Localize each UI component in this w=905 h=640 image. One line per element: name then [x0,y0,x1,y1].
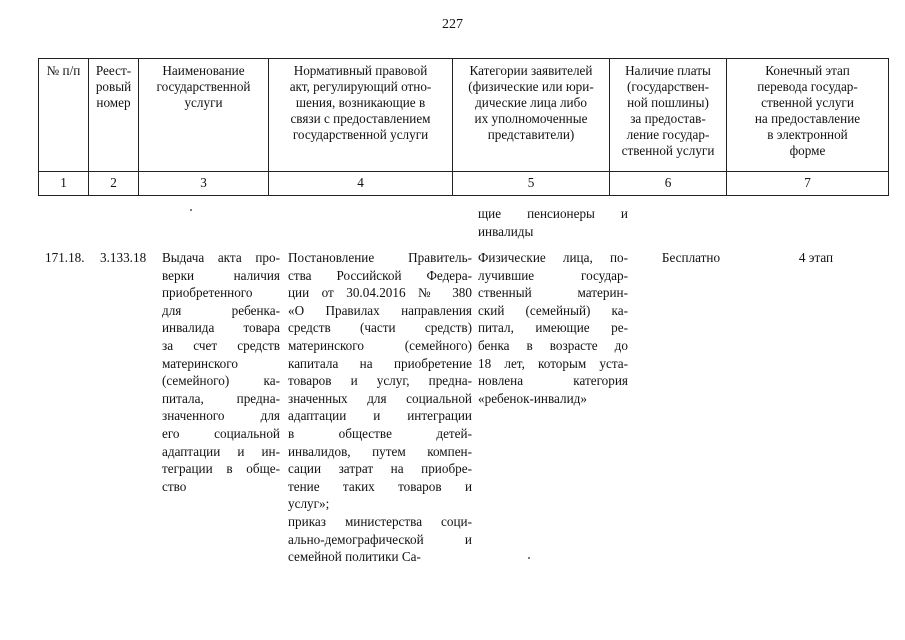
header-text: Реест- ровый номер [95,63,132,110]
applicant-line: 18 лет, которым уста- [478,355,628,371]
column-number: 2 [89,172,139,196]
header-text: Конечный этап перевода государ- ственной услуги на предоставление в электронной форме [754,63,861,158]
row-number: 171.18. [45,250,85,265]
continuation-text [478,205,628,240]
legal-act-line: тение таких товаров и [288,478,472,494]
applicant-line: новлена категория [478,373,628,389]
header-text: Нормативный правовой акт, регулирующий отно- шения, возникающие в связи с предоставлением государственной услуги [289,63,432,142]
registry-number: 3.133.18 [100,250,147,265]
fee: Бесплатно [661,250,721,265]
header-cell-7 [727,59,889,172]
legal-act-line: ально-демографической и [288,531,472,547]
legal-act-line: приказ министерства соци- [288,513,472,529]
continuation-line: щие пенсионеры и [478,206,628,221]
header-cell-3 [139,59,269,172]
header-text: № п/п [46,63,81,78]
legal-act-line: материнского (семейного) [288,337,472,353]
continuation-line: инвалиды [478,223,534,239]
legal-act-line: Постановление Правитель- [288,250,472,265]
legal-act-line: семейной политики Са- [288,549,421,565]
service-name-line: для ребенка- [162,302,280,318]
legal-act-line: ции от 30.04.2016 № 380 [288,285,472,301]
legal-act-line: «О Правилах направления [288,302,472,318]
legal-act-line: инвалидов, путем компен- [288,443,472,459]
legal-act-line: значенных для социальной [288,390,472,406]
column-number-row [39,172,889,196]
service-name-line: значенного для [162,408,280,424]
header-cell-1 [39,59,89,172]
legal-act [288,249,472,566]
scan-speck [190,209,192,211]
legal-act-line: сации затрат на приобре- [288,461,472,477]
applicant-line: ственный материн- [478,285,628,301]
applicant-line: ский (семейный) ка- [478,302,628,318]
service-name-line: Выдача акта про- [162,250,280,265]
header-text: Наименование государственной услуги [156,63,251,110]
legal-act-line: средств (части средств) [288,320,472,336]
applicant-line: «ребенок-инвалид» [478,390,587,406]
legal-act-line: адаптации и интеграции [288,408,472,424]
service-name-line: приобретенного [162,285,253,301]
service-name-line: его социальной [162,425,280,441]
service-name-line: теграции в обще- [162,461,280,477]
header-cell-2 [89,59,139,172]
legal-act-line: в обществе детей- [288,425,472,441]
service-name-line: питала, предна- [162,390,280,406]
service-name-line: инвалида товара [162,320,280,336]
applicant-line: бенка в возрасте до [478,337,628,353]
column-number: 1 [39,172,89,196]
header-text: Наличие платы (государствен- ной пошлины) за предостав- ление государ- ственной услуги [621,63,715,158]
column-number: 5 [453,172,610,196]
applicant-line: Физические лица, по- [478,250,628,265]
legal-act-line: ства Российской Федера- [288,267,472,283]
header-cell-4 [269,59,453,172]
header-table [38,58,889,196]
column-number: 3 [139,172,269,196]
column-number: 6 [610,172,727,196]
service-name-line: верки наличия [162,267,280,283]
applicant-categories [478,249,628,407]
applicant-line: питал, имеющие ре- [478,320,628,336]
column-number: 7 [727,172,889,196]
header-cell-5 [453,59,610,172]
legal-act-line: капитала на приобретение [288,355,472,371]
service-name-line: материнского [162,355,238,371]
header-cell-6 [610,59,727,172]
final-stage: 4 этап [798,250,834,265]
legal-act-line: услуг»; [288,496,330,512]
service-name-line: ство [162,478,187,494]
service-name-line: адаптации и ин- [162,443,280,459]
service-name [162,249,280,495]
applicant-line: лучившие государ- [478,267,628,283]
service-name-line: (семейного) ка- [162,373,280,389]
column-number: 4 [269,172,453,196]
header-text: Категории заявителей (физические или юри- дические лица либо их уполномоченные представители) [468,63,594,142]
header-row [39,59,889,172]
scan-speck [528,557,530,559]
service-name-line: за счет средств [162,337,280,353]
page-number: 227 [442,17,463,32]
legal-act-line: товаров и услуг, предна- [288,373,472,389]
